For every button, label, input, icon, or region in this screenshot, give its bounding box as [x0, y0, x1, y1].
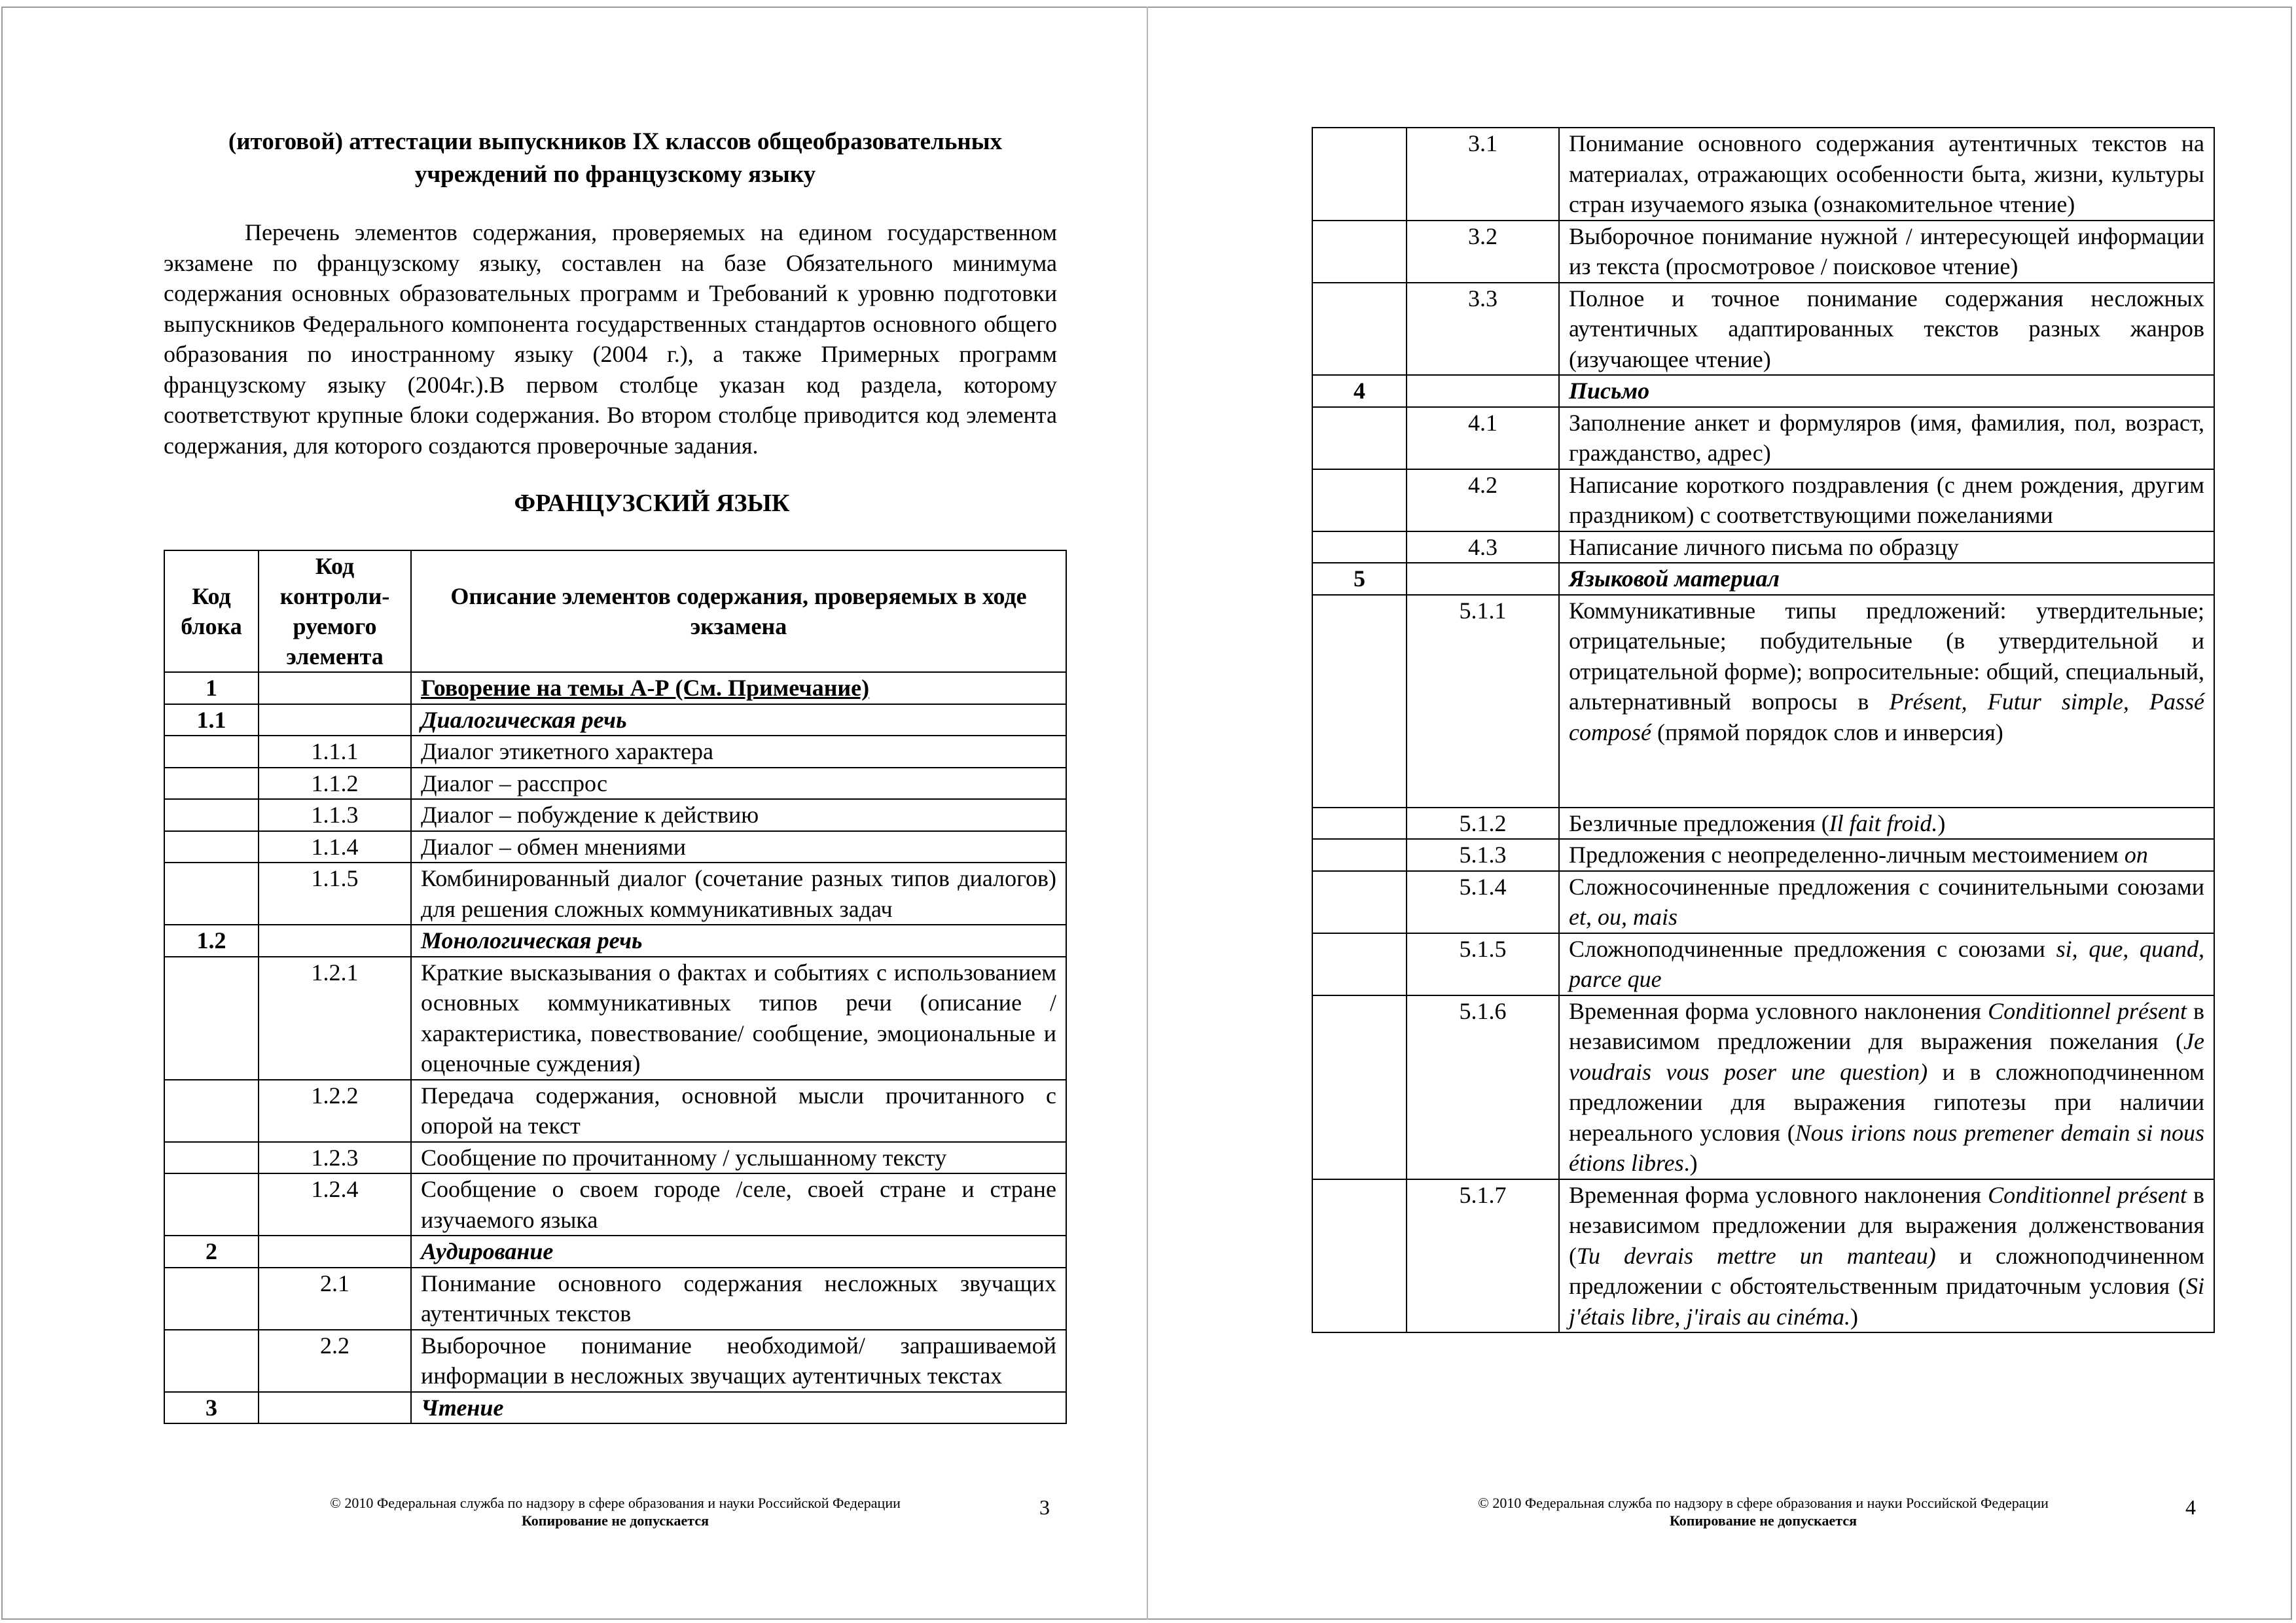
table-row — [1312, 995, 2214, 1179]
element-code-cell: 5.1.4 — [1407, 871, 1559, 933]
element-code-cell: 3.2 — [1407, 221, 1559, 283]
content-table-right — [1312, 127, 2215, 1333]
table-row — [164, 831, 1066, 863]
block-code-cell — [1312, 933, 1407, 995]
table-row — [164, 1330, 1066, 1392]
block-code-cell: 4 — [1312, 375, 1407, 407]
block-code-cell — [164, 831, 259, 863]
block-code-cell — [1312, 469, 1407, 531]
section-row — [1312, 375, 2214, 407]
desc-example: Il fait froid. — [1829, 810, 1938, 836]
description-cell — [1559, 933, 2214, 995]
table-row — [164, 1142, 1066, 1174]
element-code-cell: 1.2.3 — [259, 1142, 411, 1174]
element-code-cell: 1.1.2 — [259, 768, 411, 800]
description-cell: Понимание основного содержания несложных звучащих аутентичных текстов — [411, 1268, 1066, 1330]
block-code-cell — [164, 863, 259, 925]
desc-text: Сложносочиненные предложения с сочинительными союзами — [1569, 873, 2204, 900]
element-code-cell: 2.1 — [259, 1268, 411, 1330]
footer-copyright: © 2010 Федеральная служба по надзору в сфере образования и науки Российской Федерации — [330, 1495, 901, 1511]
element-code-cell — [1407, 375, 1559, 407]
section-row — [164, 672, 1066, 704]
block-code-cell — [164, 736, 259, 768]
section-row — [164, 1236, 1066, 1268]
block-code-cell — [1312, 407, 1407, 469]
subject-heading: ФРАНЦУЗСКИЙ ЯЗЫК — [514, 490, 790, 517]
desc-text: в независимом предложении для выражения пожелания ( — [1569, 997, 2204, 1054]
description-cell: Выборочное понимание нужной / интересующей информации из текста (просмотровое / поисковое чтение) — [1559, 221, 2214, 283]
description-cell: Диалог – обмен мнениями — [411, 831, 1066, 863]
desc-example: Si j'étais libre, j'irais au cinéma. — [1569, 1273, 2204, 1330]
element-code-cell: 5.1.5 — [1407, 933, 1559, 995]
description-cell — [1559, 595, 2214, 808]
right-page — [1148, 0, 2296, 1623]
description-cell: Полное и точное понимание содержания несложных аутентичных адаптированных текстов разных жанров (изучающее чтение) — [1559, 283, 2214, 376]
table-row — [1312, 933, 2214, 995]
section-title-cell: Письмо — [1559, 375, 2214, 407]
desc-example: Présent, Futur simple, Passé composé — [1569, 688, 2205, 745]
table-row — [164, 863, 1066, 925]
block-code-cell — [1312, 221, 1407, 283]
element-code-cell: 1.2.1 — [259, 957, 411, 1080]
element-code-cell: 1.1.5 — [259, 863, 411, 925]
table-row — [164, 1080, 1066, 1142]
header-description: Описание элементов содержания, проверяемых в ходе экзамена — [411, 550, 1066, 672]
table-body-right — [1312, 128, 2214, 595]
section-title-cell: Языковой материал — [1559, 563, 2214, 595]
desc-text: ) — [1850, 1303, 1859, 1330]
footer-no-copy: Копирование не допускается — [1669, 1512, 1857, 1529]
page-number-right: 4 — [2185, 1495, 2196, 1519]
table-row — [1312, 531, 2214, 563]
block-code-cell — [1312, 871, 1407, 933]
block-code-cell — [164, 1080, 259, 1142]
description-cell — [1559, 808, 2214, 840]
description-cell: Понимание основного содержания аутентичных текстов на материалах, отражающих особенности быта, жизни, культуры стран изучаемого языка (ознакомительное чтение) — [1559, 128, 2214, 221]
intro-paragraph: Перечень элементов содержания, проверяемых на едином государственном экзамене по французскому языку, составлен на базе Обязательного минимума содержания основных образовательных программ и Требований к уровню подготовки выпускников Федерального компонента государственных стандартов основного общего образования по иностранному языку (2004 г.), а также Примерных программ французскому языку (2004г.).В первом столбце указан код раздела, которому соответствуют крупные блоки содержания. Во втором столбце приводится код элемента содержания, для которого создаются проверочные задания. — [164, 219, 1057, 459]
desc-example: Conditionnel présent — [1988, 997, 2187, 1024]
table-row — [1312, 469, 2214, 531]
description-cell: Диалог – расспрос — [411, 768, 1066, 800]
table-body-left — [164, 672, 1066, 1423]
description-cell: Написание личного письма по образцу — [1559, 531, 2214, 563]
desc-text: Безличные предложения ( — [1569, 810, 1829, 836]
block-code-cell — [164, 1173, 259, 1236]
table-row — [1312, 871, 2214, 933]
table-row — [1312, 283, 2214, 376]
description-cell: Диалог этикетного характера — [411, 736, 1066, 768]
description-cell: Написание короткого поздравления (с днем рождения, другим праздником) с соответствующими пожеланиями — [1559, 469, 2214, 531]
block-code-cell — [1312, 1179, 1407, 1333]
desc-text: ) — [1937, 810, 1946, 836]
block-code-cell — [1312, 595, 1407, 808]
block-code-cell — [1312, 995, 1407, 1179]
element-code-cell: 3.3 — [1407, 283, 1559, 376]
element-code-cell: 5.1.2 — [1407, 808, 1559, 840]
element-code-cell — [259, 1392, 411, 1424]
table-header-row — [164, 550, 1066, 672]
table-row — [1312, 808, 2214, 840]
block-code-cell — [164, 957, 259, 1080]
description-cell: Заполнение анкет и формуляров (имя, фамилия, пол, возраст, гражданство, адрес) — [1559, 407, 2214, 469]
desc-text: Коммуникативные типы предложений: утвердительные; отрицательные; побудительные (в утвердительной и отрицательной форме); вопросительные: общий, специальный, альтернативный вопросы в — [1569, 597, 2204, 715]
element-code-cell — [259, 925, 411, 957]
footer-no-copy: Копирование не допускается — [521, 1512, 709, 1529]
desc-example: Tu devrais mettre un manteau) — [1577, 1242, 1936, 1269]
section-title-cell: Говорение на темы А-Р (См. Примечание) — [411, 672, 1066, 704]
desc-text: .) — [1683, 1150, 1698, 1176]
section-row — [164, 704, 1066, 736]
element-code-cell — [259, 672, 411, 704]
section-row — [164, 925, 1066, 957]
element-code-cell: 5.1.6 — [1407, 995, 1559, 1179]
table-row — [164, 768, 1066, 800]
header-block-code: Код блока — [164, 550, 259, 672]
desc-text: Предложения с неопределенно-личным местоимением — [1569, 842, 2125, 868]
desc-example: Conditionnel présent — [1988, 1181, 2187, 1208]
block-code-cell: 1 — [164, 672, 259, 704]
element-code-cell: 3.1 — [1407, 128, 1559, 221]
description-cell: Выборочное понимание необходимой/ запрашиваемой информации в несложных звучащих аутентичных текстах — [411, 1330, 1066, 1392]
table-row — [164, 1268, 1066, 1330]
desc-example: si, que, quand, parce que — [1569, 935, 2205, 992]
desc-example: et, ou, mais — [1569, 904, 1677, 930]
block-code-cell — [1312, 839, 1407, 871]
description-cell: Сообщение о своем городе /селе, своей стране и стране изучаемого языка — [411, 1173, 1066, 1236]
block-code-cell — [164, 768, 259, 800]
element-code-cell: 1.1.4 — [259, 831, 411, 863]
table-row — [164, 736, 1066, 768]
block-code-cell — [164, 799, 259, 831]
block-code-cell — [1312, 283, 1407, 376]
desc-text: и в сложноподчиненном предложении для выражения гипотезы при наличии нереального условия ( — [1569, 1058, 2204, 1146]
desc-example: Je voudrais vous poser une question) — [1569, 1028, 2204, 1085]
desc-text: в независимом предложении для выражения долженствования ( — [1569, 1181, 2204, 1269]
description-cell — [1559, 871, 2214, 933]
element-code-cell: 1.2.4 — [259, 1173, 411, 1236]
description-cell: Краткие высказывания о фактах и событиях с использованием основных коммуникативных типов речи (описание / характеристика, повествование/ сообщение, эмоциональные и оценочные суждения) — [411, 957, 1066, 1080]
element-code-cell: 1.1.3 — [259, 799, 411, 831]
element-code-cell: 2.2 — [259, 1330, 411, 1392]
element-code-cell — [259, 704, 411, 736]
description-cell — [1559, 839, 2214, 871]
description-cell — [1559, 1179, 2214, 1333]
block-code-cell: 1.1 — [164, 704, 259, 736]
element-code-cell: 4.2 — [1407, 469, 1559, 531]
desc-example: Nous irions nous premener demain si nous étions libres — [1569, 1119, 2205, 1176]
desc-text: Временная форма условного наклонения — [1569, 997, 1988, 1024]
desc-example: on — [2124, 842, 2148, 868]
description-cell: Комбинированный диалог (сочетание разных типов диалогов) для решения сложных коммуникативных задач — [411, 863, 1066, 925]
section-title-cell: Аудирование — [411, 1236, 1066, 1268]
element-code-cell: 4.1 — [1407, 407, 1559, 469]
section-row — [1312, 563, 2214, 595]
block-code-cell: 1.2 — [164, 925, 259, 957]
content-table-left — [164, 550, 1067, 1424]
desc-text: (прямой порядок слов и инверсия) — [1651, 719, 2003, 745]
table-row — [1312, 128, 2214, 221]
table-body-right-grammar — [1312, 595, 2214, 1333]
desc-text: Сложноподчиненные предложения с союзами — [1569, 935, 2056, 962]
description-cell — [1559, 995, 2214, 1179]
table-row — [1312, 221, 2214, 283]
block-code-cell: 3 — [164, 1392, 259, 1424]
desc-text: и сложноподчиненном предложении с обстоятельственным придаточным условия ( — [1569, 1242, 2204, 1299]
left-page — [0, 0, 1147, 1623]
section-title-cell: Монологическая речь — [411, 925, 1066, 957]
section-title-cell: Чтение — [411, 1392, 1066, 1424]
block-code-cell — [1312, 531, 1407, 563]
element-code-cell: 5.1.1 — [1407, 595, 1559, 808]
block-code-cell: 5 — [1312, 563, 1407, 595]
block-code-cell: 2 — [164, 1236, 259, 1268]
block-code-cell — [1312, 128, 1407, 221]
description-cell: Передача содержания, основной мысли прочитанного с опорой на текст — [411, 1080, 1066, 1142]
section-title-cell: Диалогическая речь — [411, 704, 1066, 736]
table-row — [1312, 1179, 2214, 1333]
page-number-left: 3 — [1039, 1495, 1050, 1519]
element-code-cell: 5.1.3 — [1407, 839, 1559, 871]
description-cell: Диалог – побуждение к действию — [411, 799, 1066, 831]
element-code-cell: 1.2.2 — [259, 1080, 411, 1142]
table-row — [164, 1173, 1066, 1236]
footer-right — [1407, 1494, 2120, 1529]
element-code-cell: 5.1.7 — [1407, 1179, 1559, 1333]
element-code-cell: 4.3 — [1407, 531, 1559, 563]
block-code-cell — [164, 1330, 259, 1392]
block-code-cell — [1312, 808, 1407, 840]
header-element-code: Код контроли-руемого элемента — [259, 550, 411, 672]
section-row — [164, 1392, 1066, 1424]
footer-left — [259, 1494, 972, 1529]
table-row — [164, 957, 1066, 1080]
description-cell: Сообщение по прочитанному / услышанному тексту — [411, 1142, 1066, 1174]
footer-copyright: © 2010 Федеральная служба по надзору в сфере образования и науки Российской Федерации — [1478, 1495, 2049, 1511]
desc-text: Временная форма условного наклонения — [1569, 1181, 1988, 1208]
element-code-cell: 1.1.1 — [259, 736, 411, 768]
table-row — [1312, 595, 2214, 808]
table-row — [1312, 839, 2214, 871]
table-row — [164, 799, 1066, 831]
document-title: (итоговой) аттестации выпускников IX классов общеобразовательных учреждений по французскому языку — [228, 128, 1003, 188]
element-code-cell — [1407, 563, 1559, 595]
block-code-cell — [164, 1268, 259, 1330]
element-code-cell — [259, 1236, 411, 1268]
block-code-cell — [164, 1142, 259, 1174]
table-row — [1312, 407, 2214, 469]
